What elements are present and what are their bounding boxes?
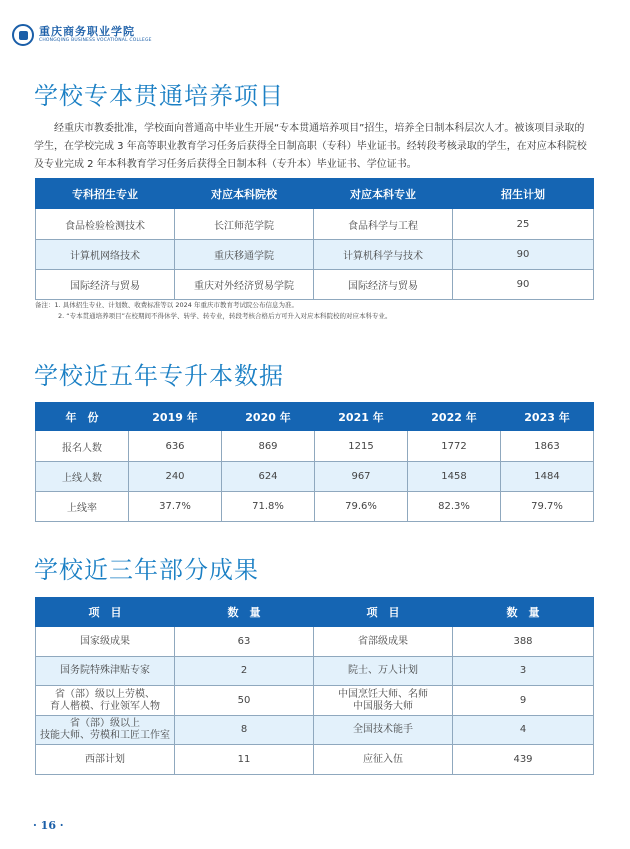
program-table <box>35 178 594 300</box>
table-row <box>36 492 594 522</box>
table-cell: 计算机科学与技术 <box>314 240 453 270</box>
table-cell: 省（部）级以上 技能大师、劳模和工匠工作室 <box>36 716 175 745</box>
table-cell: 1863 <box>501 431 594 462</box>
upgrade-data-table <box>35 402 594 522</box>
table-cell: 71.8% <box>222 492 315 522</box>
table-row <box>36 240 594 270</box>
column-header: 2023 年 <box>501 403 594 431</box>
column-header: 2022 年 <box>408 403 501 431</box>
table-header-row <box>36 179 594 209</box>
table-cell: 上线人数 <box>36 462 129 492</box>
table-notes <box>35 300 595 322</box>
table-cell: 2 <box>175 657 314 686</box>
column-header: 对应本科专业 <box>314 179 453 209</box>
column-header: 数 量 <box>175 598 314 627</box>
table-cell: 西部计划 <box>36 745 175 775</box>
table-cell: 869 <box>222 431 315 462</box>
table-cell: 439 <box>453 745 594 775</box>
table-cell: 省部级成果 <box>314 627 453 657</box>
table-cell: 国务院特殊津贴专家 <box>36 657 175 686</box>
table-cell: 4 <box>453 716 594 745</box>
achievements-table <box>35 597 594 775</box>
table-cell: 37.7% <box>129 492 222 522</box>
table-cell: 国家级成果 <box>36 627 175 657</box>
table-row <box>36 657 594 686</box>
table-cell: 1215 <box>315 431 408 462</box>
table-cell: 1772 <box>408 431 501 462</box>
table-header-row <box>36 598 594 627</box>
table-cell: 50 <box>175 686 314 716</box>
table-row <box>36 209 594 240</box>
section1-intro: 经重庆市教委批准，学校面向普通高中毕业生开展“专本贯通培养项目”招生，培养全日制本科层次人才。被该项目录取的学生，在学校完成 3 年高等职业教育学习任务后获得全日制高职（专科）毕业证书。经转段考核录取的学生，在对应本科院校及专业完成 2 年本科教育学习任务后获得全日制本科（专升本）毕业证书、学位证书。 <box>34 123 587 170</box>
table-cell: 388 <box>453 627 594 657</box>
table-row <box>36 627 594 657</box>
table-cell: 90 <box>453 240 594 270</box>
table-cell: 院士、万人计划 <box>314 657 453 686</box>
table-cell: 国际经济与贸易 <box>314 270 453 300</box>
table-cell: 报名人数 <box>36 431 129 462</box>
section1-title: 学校专本贯通培养项目 <box>34 82 284 110</box>
table-cell: 967 <box>315 462 408 492</box>
table-cell: 全国技术能手 <box>314 716 453 745</box>
table-cell: 重庆对外经济贸易学院 <box>175 270 314 300</box>
column-header: 项 目 <box>314 598 453 627</box>
table-row <box>36 716 594 745</box>
section2-title: 学校近五年专升本数据 <box>34 362 284 390</box>
table-cell: 计算机网络技术 <box>36 240 175 270</box>
table-cell: 79.6% <box>315 492 408 522</box>
table-row <box>36 745 594 775</box>
table-row <box>36 270 594 300</box>
table-cell: 8 <box>175 716 314 745</box>
table-cell: 应征入伍 <box>314 745 453 775</box>
note-line: 备注：1. 具体招生专业、计划数、收费标准等以 2024 年重庆市教育考试院公布信息为准。 <box>35 301 298 309</box>
note-line: 2. “专本贯通培养项目”在校期间不得休学、转学、转专业，转段考核合格后方可升入对应本科院校的对应本科专业。 <box>58 312 392 320</box>
page-number: · 16 · <box>33 819 64 832</box>
table-cell: 240 <box>129 462 222 492</box>
table-cell: 90 <box>453 270 594 300</box>
column-header: 年 份 <box>36 403 129 431</box>
table-cell: 1484 <box>501 462 594 492</box>
table-cell: 重庆移通学院 <box>175 240 314 270</box>
column-header: 对应本科院校 <box>175 179 314 209</box>
table-cell: 79.7% <box>501 492 594 522</box>
table-cell: 636 <box>129 431 222 462</box>
table-cell: 25 <box>453 209 594 240</box>
table-cell: 63 <box>175 627 314 657</box>
table-header-row <box>36 403 594 431</box>
section3-title: 学校近三年部分成果 <box>34 556 259 584</box>
table-row <box>36 462 594 492</box>
college-logo <box>12 24 152 46</box>
column-header: 2020 年 <box>222 403 315 431</box>
logo-chinese-name: 重庆商务职业学院 <box>39 25 135 38</box>
table-cell: 上线率 <box>36 492 129 522</box>
table-cell: 82.3% <box>408 492 501 522</box>
college-emblem-icon <box>12 24 34 46</box>
table-cell: 食品检验检测技术 <box>36 209 175 240</box>
table-row <box>36 431 594 462</box>
column-header: 2019 年 <box>129 403 222 431</box>
column-header: 项 目 <box>36 598 175 627</box>
table-cell: 9 <box>453 686 594 716</box>
column-header: 招生计划 <box>453 179 594 209</box>
table-cell: 11 <box>175 745 314 775</box>
logo-english-name: CHONGQING BUSINESS VOCATIONAL COLLEGE <box>39 38 152 43</box>
table-cell: 国际经济与贸易 <box>36 270 175 300</box>
column-header: 专科招生专业 <box>36 179 175 209</box>
table-row <box>36 686 594 716</box>
column-header: 2021 年 <box>315 403 408 431</box>
table-cell: 中国烹饪大师、名师 中国服务大师 <box>314 686 453 716</box>
table-cell: 3 <box>453 657 594 686</box>
table-cell: 624 <box>222 462 315 492</box>
table-cell: 食品科学与工程 <box>314 209 453 240</box>
table-cell: 省（部）级以上劳模、 育人楷模、行业领军人物 <box>36 686 175 716</box>
table-cell: 1458 <box>408 462 501 492</box>
column-header: 数 量 <box>453 598 594 627</box>
table-cell: 长江师范学院 <box>175 209 314 240</box>
